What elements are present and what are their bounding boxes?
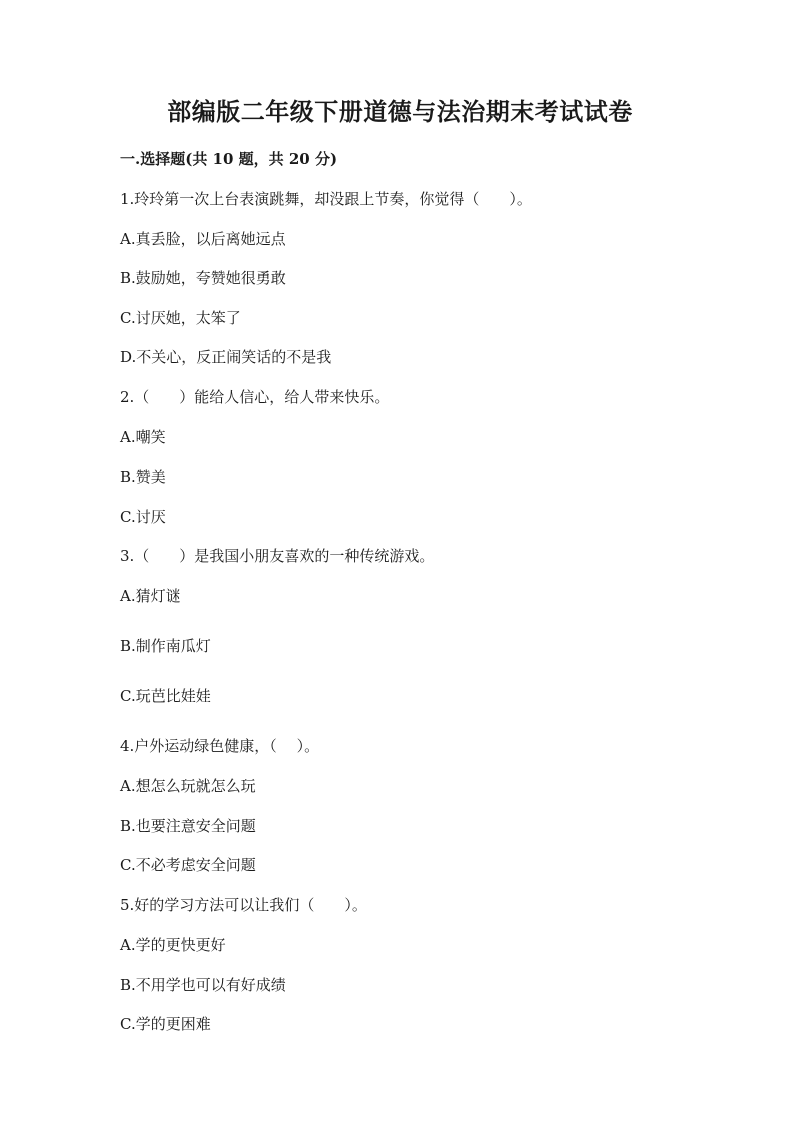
question-3-option-a: A.猜灯谜 [120,587,181,605]
question-4-option-c: C.不必考虑安全问题 [120,856,256,874]
question-4-option-b: B.也要注意安全问题 [120,817,256,835]
question-3-option-c: C.玩芭比娃娃 [120,687,211,705]
question-stem-5: 5.好的学习方法可以让我们（ ）。 [120,896,367,914]
question-5-option-b: B.不用学也可以有好成绩 [120,976,286,994]
section-heading: 一.选择题(共 10 题，共 20 分) [120,150,338,168]
question-1-option-d: D.不关心，反正闹笑话的不是我 [120,348,332,366]
question-stem-2: 2.（ ）能给人信心，给人带来快乐。 [120,388,390,406]
question-1-option-a: A.真丢脸，以后离她远点 [120,230,286,248]
question-stem-3: 3.（ ）是我国小朋友喜欢的一种传统游戏。 [120,547,435,565]
question-5-option-a: A.学的更快更好 [120,936,226,954]
question-4-option-a: A.想怎么玩就怎么玩 [120,777,256,795]
question-3-option-b: B.制作南瓜灯 [120,637,211,655]
question-2-option-a: A.嘲笑 [120,428,166,446]
question-stem-1: 1.玲玲第一次上台表演跳舞，却没跟上节奏，你觉得（ ）。 [120,190,532,208]
exam-title: 部编版二年级下册道德与法治期末考试试卷 [167,97,633,126]
question-2-option-c: C.讨厌 [120,508,166,526]
question-stem-4: 4.户外运动绿色健康，（ ）。 [120,737,320,755]
question-1-option-b: B.鼓励她，夸赞她很勇敢 [120,269,286,287]
question-5-option-c: C.学的更困难 [120,1015,211,1033]
question-1-option-c: C.讨厌她，太笨了 [120,309,241,327]
question-2-option-b: B.赞美 [120,468,166,486]
